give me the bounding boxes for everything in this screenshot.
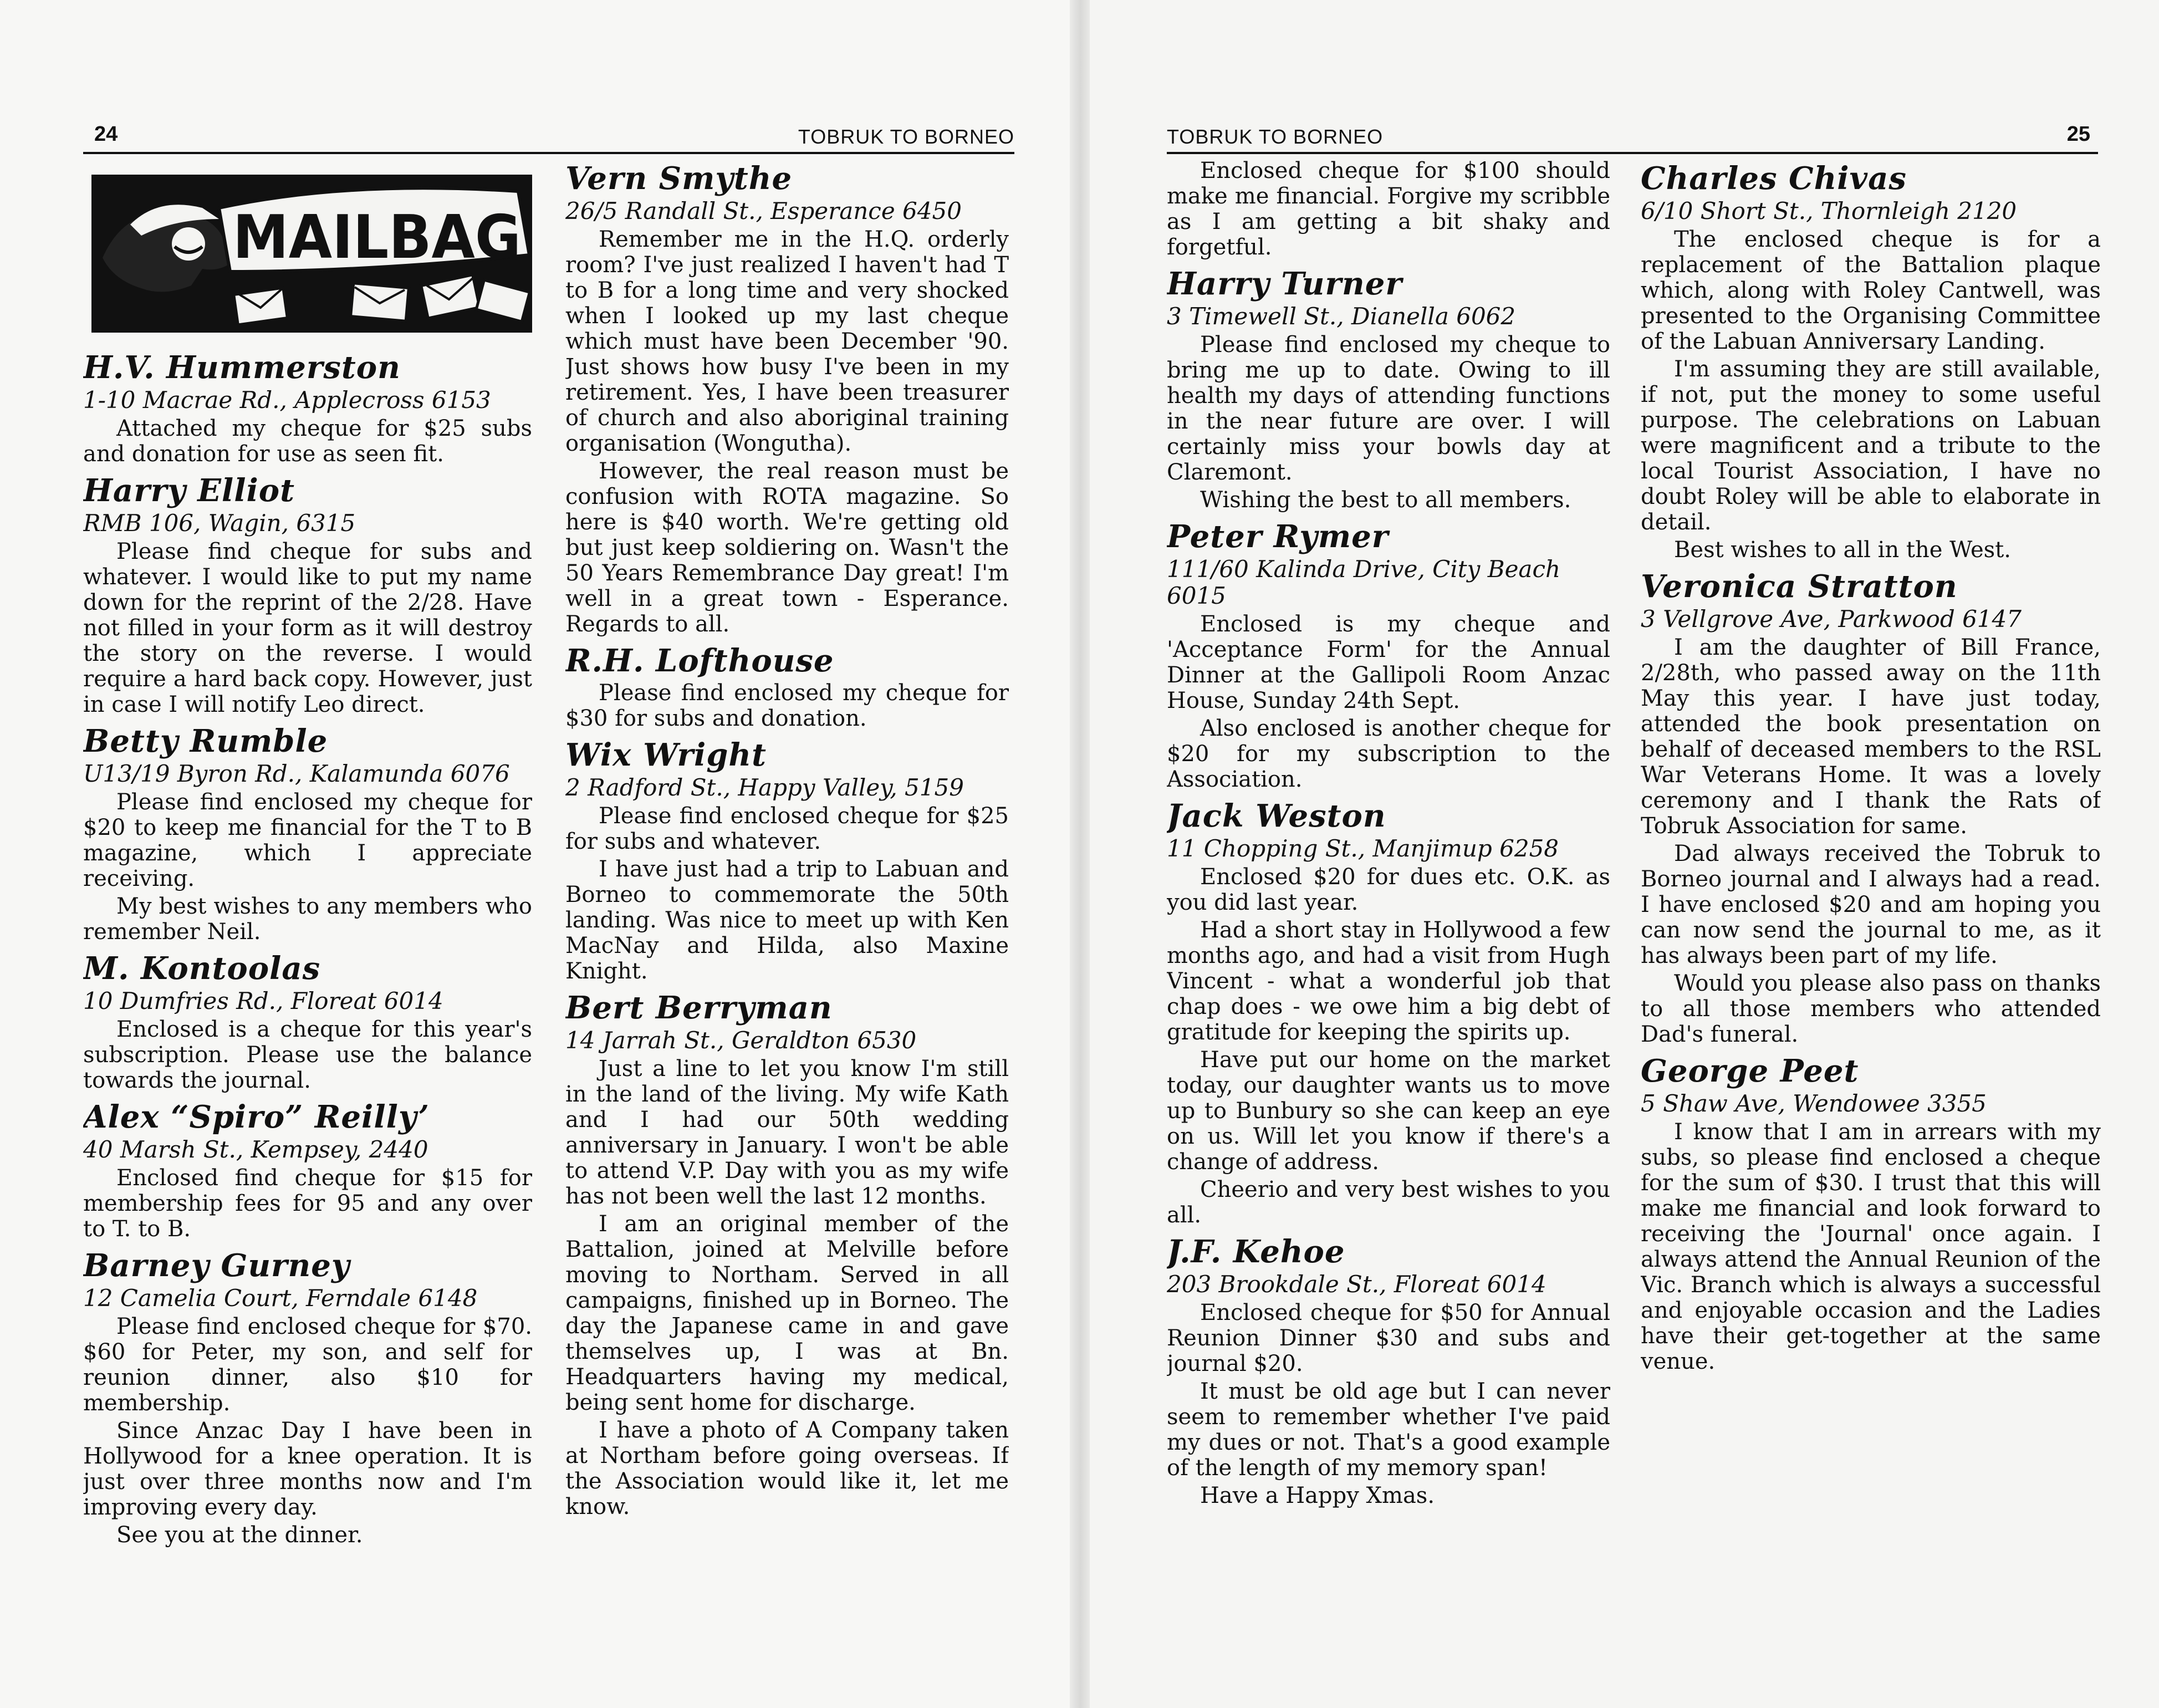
letter-author: Alex “Spiro” Reilly’ <box>83 1099 430 1135</box>
column-2 <box>565 158 1009 1699</box>
letter-entry <box>1167 158 1610 260</box>
letter-paragraph: See you at the dinner. <box>116 1522 363 1548</box>
letter-address: 2 Radford St., Happy Valley, 5159 <box>565 774 964 801</box>
letter-author: Vern Smythe <box>565 160 793 197</box>
letter-paragraph: Please find enclosed my cheque for $30 for subs and donation. <box>565 680 1009 731</box>
letter-entry <box>83 950 532 1093</box>
letter-entry <box>1641 1053 2101 1374</box>
letter-paragraph: Just a line to let you know I'm still in the land of the living. My wife Kath and I had our 50th wedding anniversary in January. I won't be able to attend V.P. Day with you as my wife has not been well the last 12 months. <box>565 1056 1009 1209</box>
letter-paragraph: Please find cheque for subs and whatever. I would like to put my name down for the reprint of the 2/28. Have not filled in your form as it will destroy the story on the reverse. I would require a hard back copy. However, just in case I will notify Leo direct. <box>83 539 532 717</box>
letter-entry <box>83 472 532 717</box>
letter-paragraph: Also enclosed is another cheque for $20 for my subscription to the Association. <box>1167 716 1610 792</box>
letters-list <box>83 349 532 1548</box>
letter-author: Jack Weston <box>1167 798 1386 834</box>
letter-paragraph: Since Anzac Day I have been in Hollywood for a knee operation. It is just over three months now and I'm improving every day. <box>83 1418 532 1520</box>
letters-list <box>565 160 1009 1520</box>
letter-author: R.H. Lofthouse <box>565 643 834 679</box>
letter-address: 111/60 Kalinda Drive, City Beach 6015 <box>1167 555 1561 609</box>
letter-address: 3 Vellgrove Ave, Parkwood 6147 <box>1641 605 2022 633</box>
letter-author: Betty Rumble <box>83 723 328 759</box>
letter-entry <box>1641 568 2101 1047</box>
letter-paragraph: Would you please also pass on thanks to all those members who attended Dad's funeral. <box>1641 971 2101 1047</box>
letter-paragraph: I have a photo of A Company taken at Northam before going overseas. If the Association would like it, let me know. <box>565 1418 1009 1520</box>
letter-paragraph: Enclosed $20 for dues etc. O.K. as you did last year. <box>1167 864 1610 915</box>
letter-address: RMB 106, Wagin, 6315 <box>83 509 356 537</box>
right-page-header <box>1167 118 2098 154</box>
letter-paragraph: Dad always received the Tobruk to Borneo journal and I always had a read. I have enclosed $20 and am hoping you can now send the journal to me, as it has always been part of my life. <box>1641 841 2101 968</box>
letter-paragraph: Please find enclosed cheque for $70. $60 for Peter, my son, and self for reunion dinner, also $10 for membership. <box>83 1314 532 1416</box>
letter-address: U13/19 Byron Rd., Kalamunda 6076 <box>83 760 510 787</box>
letter-paragraph: My best wishes to any members who remember Neil. <box>83 894 532 945</box>
letter-paragraph: Wishing the best to all members. <box>1200 487 1571 513</box>
letter-author: Harry Elliot <box>83 472 295 509</box>
letter-entry <box>565 160 1009 637</box>
letter-entry <box>83 349 532 467</box>
letter-paragraph: Had a short stay in Hollywood a few months ago, and had a visit from Hugh Vincent - what a wonderful job that chap does - we owe him a big debt of gratitude for keeping the spirits up. <box>1167 917 1610 1045</box>
letter-entry <box>1167 798 1610 1228</box>
letter-address: 1-10 Macrae Rd., Applecross 6153 <box>83 386 491 414</box>
letter-author: Veronica Stratton <box>1641 568 1958 605</box>
letter-author: Charles Chivas <box>1641 160 1907 197</box>
mailbag-logo-text: MAILBAG <box>233 203 521 272</box>
letter-paragraph: Enclosed cheque for $50 for Annual Reunion Dinner $30 and subs and journal $20. <box>1167 1300 1610 1376</box>
letter-paragraph: Please find enclosed my cheque for $20 to keep me financial for the T to B magazine, which I appreciate receiving. <box>83 789 532 891</box>
letter-address: 5 Shaw Ave, Wendowee 3355 <box>1641 1090 1987 1117</box>
letter-author: Harry Turner <box>1167 266 1402 302</box>
page-number: 25 <box>2066 123 2090 146</box>
letter-paragraph: Please find enclosed cheque for $25 for subs and whatever. <box>565 803 1009 854</box>
letter-entry <box>1167 1233 1610 1508</box>
letter-author: Bert Berryman <box>565 990 833 1026</box>
letter-paragraph: I know that I am in arrears with my subs, so please find enclosed a cheque for the sum of $30. I trust that this will make me financial and look forward to receiving the 'Journal' once again. I always attend the Annual Reunion of the Vic. Branch which is always a successful and enjoyable occasion and the Ladies have their get-together at the same venue. <box>1641 1119 2101 1374</box>
letter-address: 11 Chopping St., Manjimup 6258 <box>1167 835 1559 862</box>
letter-author: Wix Wright <box>565 737 767 773</box>
letter-paragraph: Best wishes to all in the West. <box>1674 537 2011 563</box>
letter-entry <box>565 990 1009 1520</box>
letter-paragraph: Attached my cheque for $25 subs and donation for use as seen fit. <box>83 416 532 467</box>
letter-paragraph: I'm assuming they are still available, if not, put the money to some useful purpose. The celebrations on Labuan were magnificent and a tribute to the local Tourist Association, I have no doubt Roley will be able to elaborate in detail. <box>1641 356 2101 535</box>
page-number: 24 <box>94 123 118 146</box>
letter-entry <box>83 1099 532 1242</box>
letter-paragraph: I am the daughter of Bill France, 2/28th, who passed away on the 11th May this year. I have just today, attended the book presentation on behalf of deceased members to the RSL War Veterans Home. It was a lovely ceremony and I thank the Rats of Tobruk Association for same. <box>1641 635 2101 839</box>
letter-author: J.F. Kehoe <box>1167 1233 1345 1270</box>
letter-paragraph: Have put our home on the market today, our daughter wants us to move up to Bunbury so she can keep an eye on us. Will let you know if there's a change of address. <box>1167 1047 1610 1175</box>
letter-author: H.V. Hummerston <box>83 349 401 386</box>
left-page-header <box>83 118 1014 154</box>
letter-address: 203 Brookdale St., Floreat 6014 <box>1167 1271 1546 1298</box>
letter-paragraph: Enclosed is my cheque and 'Acceptance Form' for the Annual Dinner at the Gallipoli Room Anzac House, Sunday 24th Sept. <box>1167 611 1610 713</box>
letter-author: Peter Rymer <box>1167 518 1389 555</box>
running-title: TOBRUK TO BORNEO <box>1167 125 1384 148</box>
letters-list <box>1167 158 1610 1508</box>
letter-entry <box>1167 518 1610 792</box>
letter-paragraph: I have just had a trip to Labuan and Borneo to commemorate the 50th landing. Was nice to meet up with Ken MacNay and Hilda, also Maxine Knight. <box>565 856 1009 984</box>
letter-entry <box>83 723 532 945</box>
letter-paragraph: The enclosed cheque is for a replacement of the Battalion plaque which, along with Roley Cantwell, was presented to the Organising Committee of the Labuan Anniversary Landing. <box>1641 227 2101 354</box>
letter-address: 40 Marsh St., Kempsey, 2440 <box>83 1136 428 1163</box>
letter-paragraph: Have a Happy Xmas. <box>1200 1483 1435 1508</box>
letter-entry <box>565 643 1009 731</box>
column-4 <box>1641 158 2101 1699</box>
letter-address: 12 Camelia Court, Ferndale 6148 <box>83 1284 478 1312</box>
letter-entry <box>1167 266 1610 513</box>
letter-address: 14 Jarrah St., Geraldton 6530 <box>565 1027 917 1054</box>
column-1 <box>83 158 532 1699</box>
letter-author: M. Kontoolas <box>83 950 321 987</box>
running-title: TOBRUK TO BORNEO <box>798 125 1014 148</box>
letter-address: 26/5 Randall St., Esperance 6450 <box>565 197 962 225</box>
letter-paragraph: It must be old age but I can never seem to remember whether I've paid my dues or not. That's a good example of the length of my memory span! <box>1167 1379 1610 1481</box>
letter-paragraph: Cheerio and very best wishes to you all. <box>1167 1177 1610 1228</box>
letter-entry <box>83 1247 532 1548</box>
letter-author: George Peet <box>1641 1053 1859 1089</box>
letter-paragraph: Enclosed is a cheque for this year's subscription. Please use the balance towards the journal. <box>83 1017 532 1093</box>
letter-paragraph: I am an original member of the Battalion, joined at Melville before moving to Northam. Served in all campaigns, finished up in Borneo. The day the Japanese came in and gave themselves up, I was at Bn. Headquarters having my medical, being sent home for discharge. <box>565 1211 1009 1415</box>
mailbag-logo <box>91 175 532 333</box>
letters-list <box>1641 160 2101 1374</box>
letter-paragraph: Remember me in the H.Q. orderly room? I've just realized I haven't had T to B for a long time and very shocked when I looked up my last cheque which must have been December '90. Just shows how busy I've been in my retirement. Yes, I have been treasurer of church and also aboriginal training organisation (Wongutha). <box>565 227 1009 456</box>
letter-address: 3 Timewell St., Dianella 6062 <box>1167 303 1516 330</box>
letter-entry <box>1641 160 2101 563</box>
column-3 <box>1167 158 1610 1699</box>
page-gutter <box>1070 0 1090 1708</box>
mailbag-logo-art <box>91 175 532 333</box>
letter-address: 6/10 Short St., Thornleigh 2120 <box>1641 197 2017 225</box>
letter-paragraph: Enclosed cheque for $100 should make me financial. Forgive my scribble as I am getting a bit shaky and forgetful. <box>1167 158 1610 260</box>
letter-author: Barney Gurney <box>83 1247 350 1284</box>
letter-paragraph: Please find enclosed my cheque to bring me up to date. Owing to ill health my days of attending functions in the near future are over. I will certainly miss your bowls day at Claremont. <box>1167 332 1610 485</box>
letter-address: 10 Dumfries Rd., Floreat 6014 <box>83 987 443 1014</box>
letter-entry <box>565 737 1009 984</box>
letter-paragraph: Enclosed find cheque for $15 for membership fees for 95 and any over to T. to B. <box>83 1165 532 1242</box>
letter-paragraph: However, the real reason must be confusion with ROTA magazine. So here is $40 worth. We're getting old but just keep soldiering on. Wasn't the 50 Years Remembrance Day great! I'm well in a great town - Esperance. Regards to all. <box>565 458 1009 637</box>
